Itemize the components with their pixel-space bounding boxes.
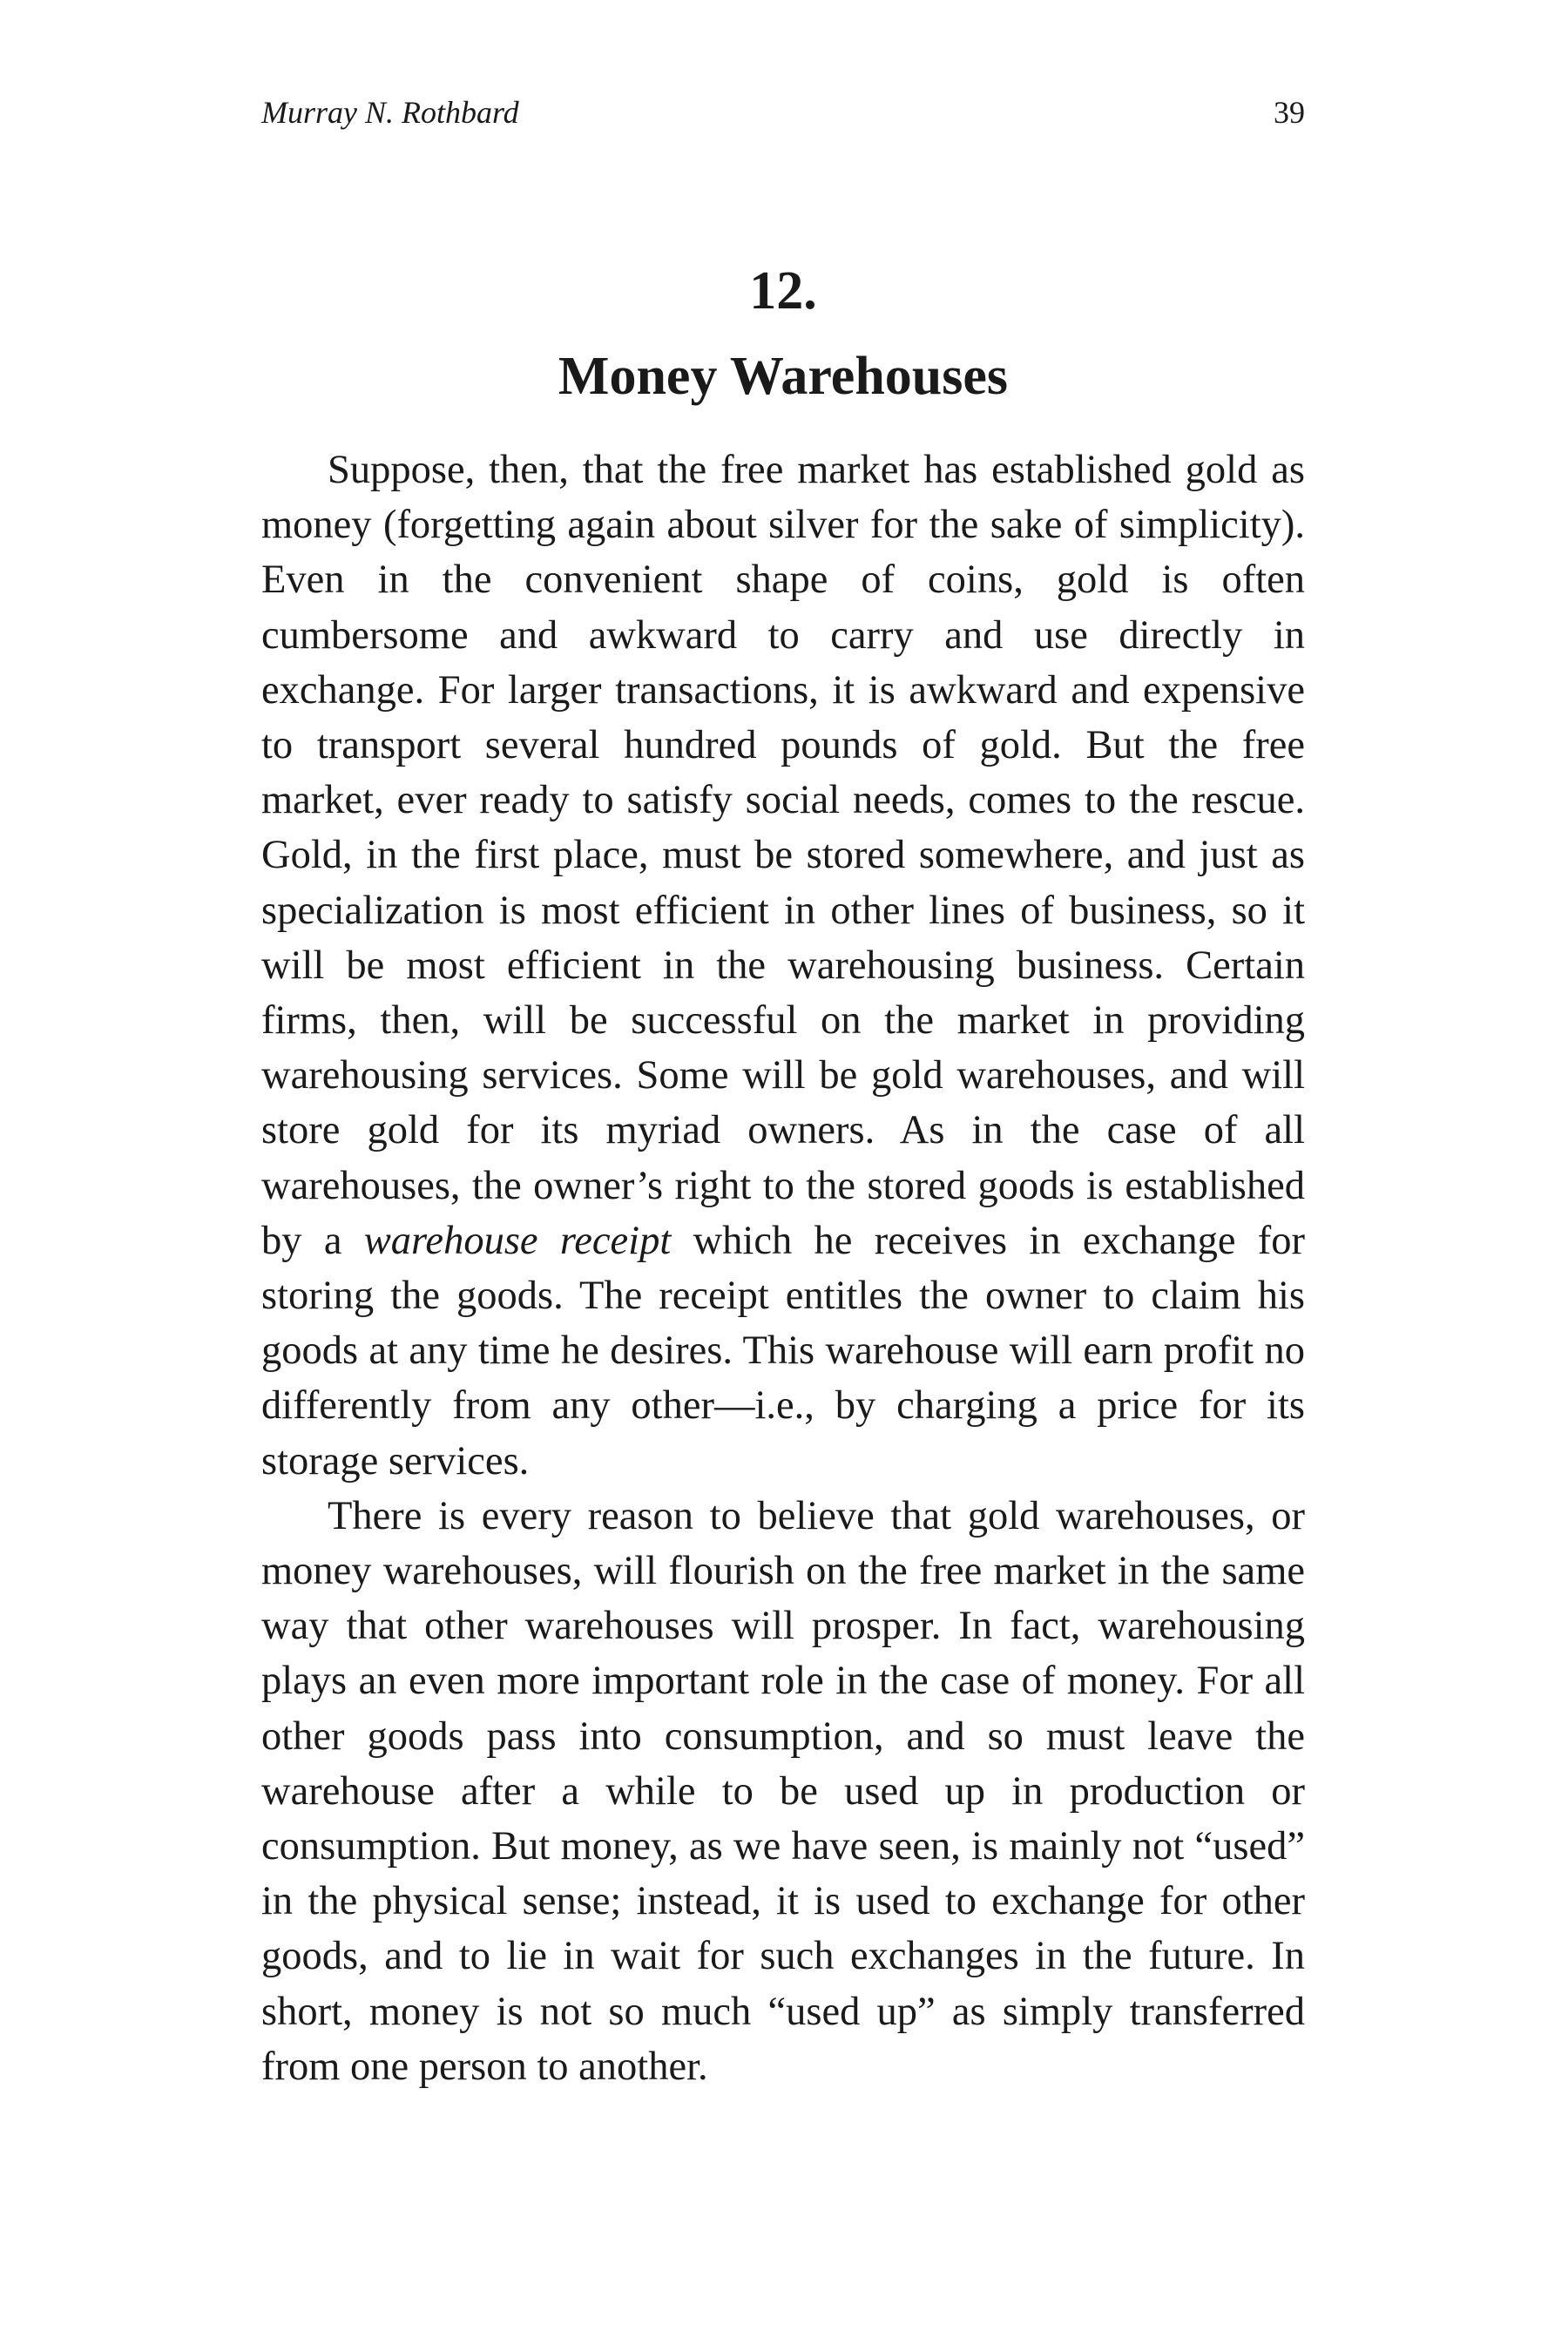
paragraph-1-text-before: Suppose, then, that the free market has established gold as money (forgetting again about silver for the sake of simplicity). Even in the convenient shape of coins, gold is often cumbersome and awkward to carry and use directly in exchange. For larger transactions, it is awkward and expensive to transport several hundred pounds of gold. But the free market, ever ready to satisfy social needs, comes to the rescue. Gold, in the first place, must be stored somewhere, and just as specialization is most efficient in other lines of business, so it will be most efficient in the warehousing business. Certain firms, then, will be successful on the market in providing warehousing services. Some will be gold warehouses, and will store gold for its myriad owners. As in the case of all warehouses, the owner’s right to the stored goods is established by a [261,448,1305,1263]
paragraph-2: There is every reason to believe that gold warehouses, or money warehouses, will flourish on the free market in the same way that other warehouses will prosper. In fact, warehousing plays an even more important role in the case of money. For all other goods pass into consumption, and so must leave the warehouse after a while to be used up in production or consumption. But money, as we have seen, is mainly not “used” in the physical sense; instead, it is used to exchange for other goods, and to lie in wait for such exchanges in the future. In short, money is not so much “used up” as simply transferred from one person to another. [261,1493,1305,2089]
running-head-author: Murray N. Rothbard [261,95,519,130]
page-number: 39 [1274,95,1305,130]
chapter-title: Money Warehouses [558,347,1009,406]
paragraph-1 [261,443,1305,1489]
body-text [261,443,1305,2094]
paragraph-1-emphasis: warehouse receipt [363,1218,672,1263]
running-header [261,94,1305,138]
chapter-heading [261,248,1305,419]
paragraph-1-text-after: which he receives in exchange for storing the goods. The receipt entitles the owner to claim his goods at any time he desires. This warehouse will earn profit no differently from any other—i.e., by charging a price for its storage services. [261,1218,1306,1484]
chapter-number: 12. [749,261,817,321]
